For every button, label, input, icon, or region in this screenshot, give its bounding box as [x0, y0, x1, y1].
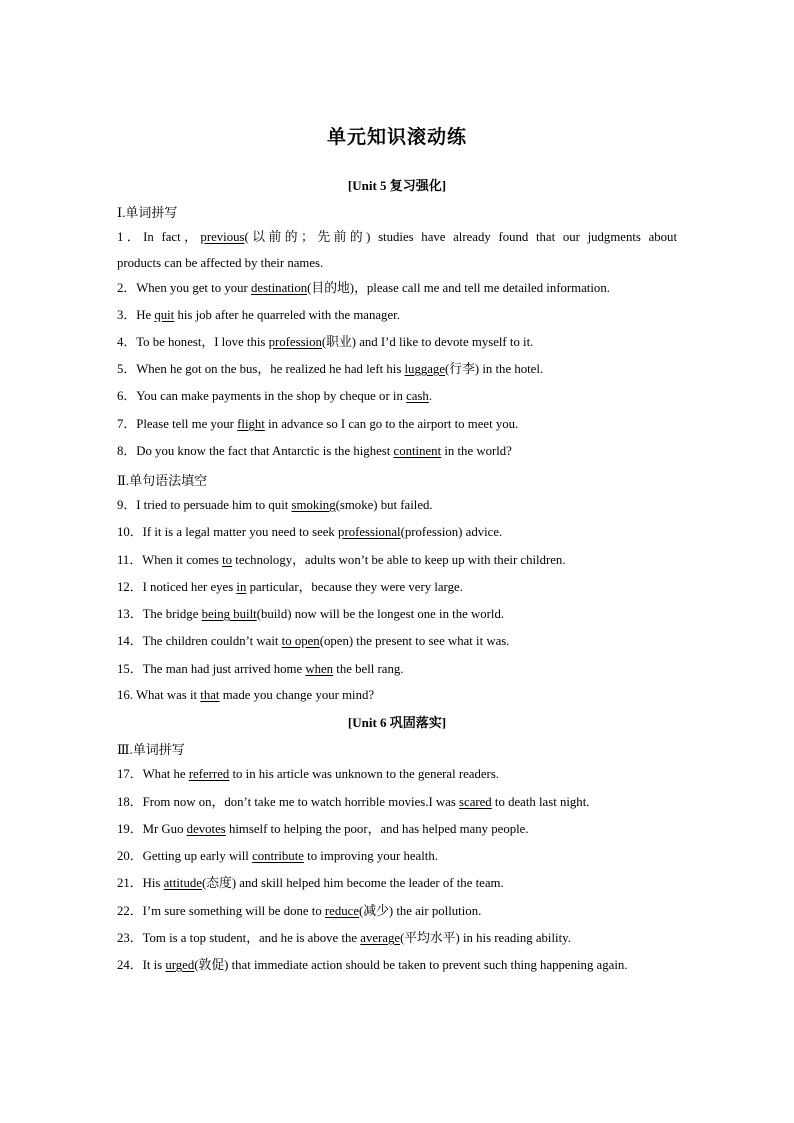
answer-blank: to: [222, 553, 233, 567]
question-number: 12．: [117, 580, 143, 594]
question-text: When you get to your: [136, 281, 251, 295]
answer-blank: smoking: [291, 498, 336, 512]
question-text: (行李) in the hotel.: [445, 362, 544, 376]
question-15: [117, 661, 403, 677]
answer-blank: when: [305, 662, 334, 676]
question-text: I’m sure something will be done to: [142, 904, 325, 918]
unit5-heading: [Unit 5 复习强化]: [347, 178, 447, 193]
question-text: (profession) advice.: [400, 525, 503, 539]
question-20: [117, 848, 438, 864]
question-text: (职业) and I’d like to devote myself to it.: [321, 335, 534, 349]
question-text: I noticed her eyes: [142, 580, 237, 594]
question-number: 19．: [117, 822, 143, 836]
question-text: The bridge: [142, 607, 202, 621]
question-text: The children couldn’t wait: [142, 634, 282, 648]
question-16: [117, 687, 374, 703]
answer-blank: reduce: [324, 904, 360, 918]
answer-blank: attitude: [163, 876, 202, 890]
question-number: 16.: [117, 688, 136, 702]
question-number: 24．: [117, 958, 143, 972]
answer-blank: being built: [201, 607, 257, 621]
question-17: [117, 766, 499, 782]
question-number: 3．: [117, 308, 137, 322]
question-12: [117, 579, 463, 595]
question-text: You can make payments in the shop by cheque or in: [136, 389, 407, 403]
question-13: [117, 606, 504, 622]
question-14: [117, 633, 509, 649]
question-number: 10．: [117, 525, 143, 539]
question-text: (态度) and skill helped him become the leader of the team.: [201, 876, 504, 890]
question-number: 14．: [117, 634, 143, 648]
question-text: the bell rang.: [333, 662, 404, 676]
question-text: The man had just arrived home: [142, 662, 306, 676]
answer-blank: cash: [406, 389, 429, 403]
question-text: to death last night.: [491, 795, 590, 809]
question-text: What he: [142, 767, 189, 781]
question-number: 2．: [117, 281, 137, 295]
answer-blank: flight: [237, 417, 265, 431]
question-text: Do you know the fact that Antarctic is the highest: [136, 444, 394, 458]
question-number: 13．: [117, 607, 143, 621]
question-2: [117, 280, 610, 296]
question-text: in advance so I can go to the airport to meet you.: [264, 417, 519, 431]
question-8: [117, 443, 512, 459]
question-text: (smoke) but failed.: [335, 498, 433, 512]
question-number: 18．: [117, 795, 143, 809]
answer-blank: continent: [393, 444, 442, 458]
question-text: I tried to persuade him to quit: [136, 498, 292, 512]
question-22: [117, 903, 481, 919]
section3-heading: Ⅲ.单词拼写: [117, 742, 185, 757]
question-number: 6．: [117, 389, 137, 403]
question-number: 8．: [117, 444, 137, 458]
question-number: 23．: [117, 931, 143, 945]
answer-blank: that: [200, 688, 220, 702]
answer-blank: luggage: [404, 362, 446, 376]
question-text: (目的地)，please call me and tell me detailed information.: [307, 281, 610, 295]
question-7: [117, 416, 518, 432]
answer-blank: quit: [154, 308, 175, 322]
question-text: Tom is a top student，and he is above the: [142, 931, 361, 945]
question-text: It is: [142, 958, 166, 972]
question-text: (build) now will be the longest one in the world.: [256, 607, 505, 621]
question-text: technology，adults won’t be able to keep up with their children.: [232, 553, 566, 567]
question-11: [117, 552, 566, 568]
question-text: (敦促) that immediate action should be taken to prevent such thing happening again.: [194, 958, 628, 972]
answer-blank: previous: [200, 230, 245, 244]
question-1-continued: products can be affected by their names.: [117, 256, 324, 270]
question-23: [117, 930, 571, 946]
question-3: [117, 307, 400, 323]
answer-blank: devotes: [186, 822, 226, 836]
question-text: When it comes: [142, 553, 223, 567]
question-number: 17．: [117, 767, 143, 781]
question-text: (减少) the air pollution.: [359, 904, 482, 918]
question-text: to in his article was unknown to the general readers.: [229, 767, 499, 781]
question-number: 1．: [117, 230, 144, 244]
question-5: [117, 361, 543, 377]
question-number: 20．: [117, 849, 143, 863]
answer-blank: average: [360, 931, 401, 945]
question-number: 7．: [117, 417, 137, 431]
answer-blank: contribute: [252, 849, 304, 863]
section2-heading: Ⅱ.单句语法填空: [117, 473, 208, 488]
unit6-heading: [Unit 6 巩固落实]: [347, 715, 447, 730]
question-number: 22．: [117, 904, 143, 918]
question-text: What was it: [135, 688, 201, 702]
question-text: If it is a legal matter you need to seek: [142, 525, 339, 539]
question-number: 21．: [117, 876, 143, 890]
answer-blank: professional: [338, 525, 401, 539]
question-text: (open) the present to see what it was.: [319, 634, 510, 648]
question-4: [117, 334, 533, 350]
question-text: When he got on the bus，he realized he had left his: [136, 362, 405, 376]
page-title: 单元知识滚动练: [326, 126, 467, 148]
question-text: in the world?: [441, 444, 512, 458]
question-text: To be honest，I love this: [136, 335, 269, 349]
question-21: [117, 875, 504, 891]
answer-blank: referred: [188, 767, 230, 781]
question-text: Mr Guo: [142, 822, 187, 836]
answer-blank: profession: [268, 335, 322, 349]
answer-blank: destination: [251, 281, 308, 295]
answer-blank: urged: [165, 958, 195, 972]
question-6: [117, 388, 432, 404]
answer-blank: in: [236, 580, 247, 594]
question-number: 4．: [117, 335, 137, 349]
answer-blank: to open: [281, 634, 320, 648]
question-text: From now on，don’t take me to watch horrible movies.I was: [142, 795, 460, 809]
question-text: made you change your mind?: [219, 688, 375, 702]
question-text: Please tell me your: [136, 417, 238, 431]
question-19: [117, 821, 529, 837]
question-text: He: [136, 308, 155, 322]
question-text: In fact，: [143, 230, 201, 244]
question-number: 5．: [117, 362, 137, 376]
question-text: his job after he quarreled with the manager.: [174, 308, 400, 322]
question-text: (平均水平) in his reading ability.: [400, 931, 571, 945]
question-text: to improving your health.: [303, 849, 438, 863]
question-18: [117, 794, 589, 810]
question-text: .: [428, 389, 433, 403]
question-10: [117, 524, 502, 540]
question-text: particular，because they were very large.: [246, 580, 463, 594]
question-text: His: [142, 876, 164, 890]
question-number: 15．: [117, 662, 143, 676]
question-text: (以前的；先前的) studies have already found that our judgments about: [244, 230, 677, 244]
question-24: [117, 957, 627, 973]
question-1: [117, 229, 677, 245]
question-text: Getting up early will: [142, 849, 253, 863]
question-9: [117, 497, 433, 513]
answer-blank: scared: [459, 795, 492, 809]
question-number: 9．: [117, 498, 137, 512]
question-text: himself to helping the poor，and has helped many people.: [225, 822, 529, 836]
section1-heading: Ⅰ.单词拼写: [117, 205, 178, 220]
question-number: 11．: [117, 553, 143, 567]
